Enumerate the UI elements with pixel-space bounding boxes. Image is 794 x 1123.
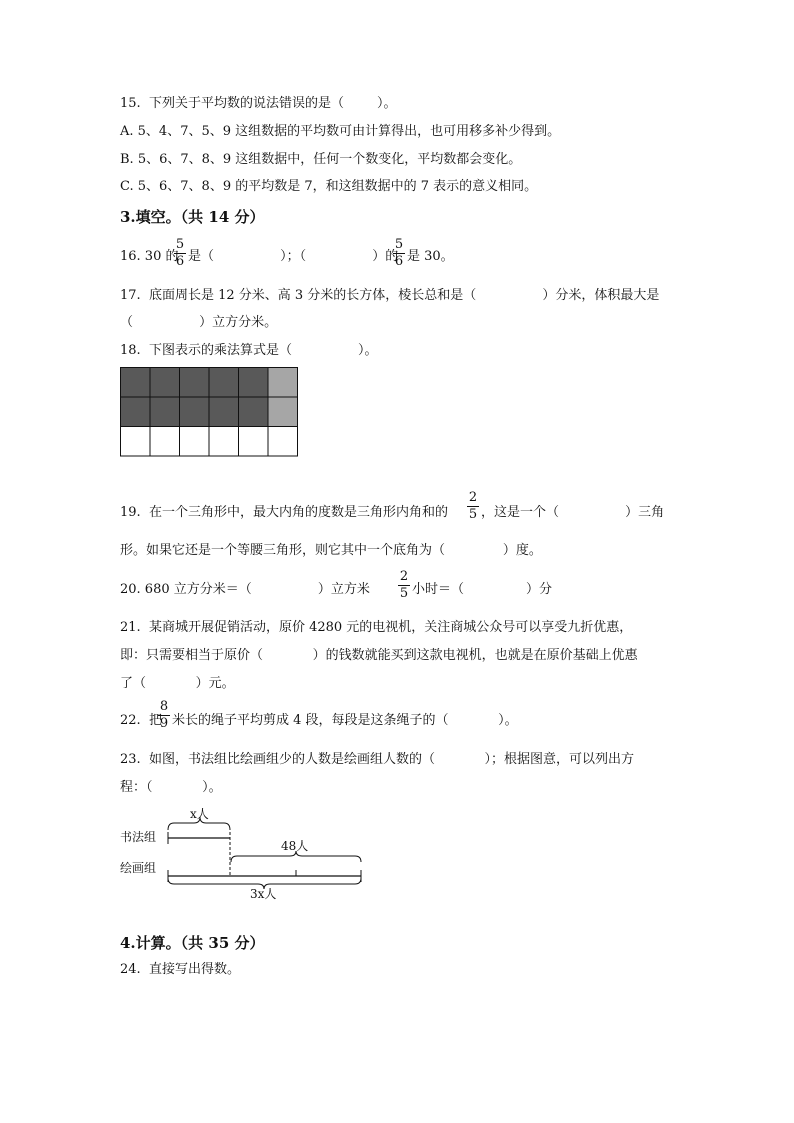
q19-line-2: 形。如果它还是一个等腰三角形，则它其中一个底角为（ ）度。 [120,543,542,558]
q18-stem: 18. 下图表示的乘法算式是（ ）。 [120,343,378,358]
q23-line-1: 23. 如图，书法组比绘画组少的人数是绘画组人数的（ ）；根据图意，可以列出方 [120,752,635,767]
grid-cell [239,427,269,457]
q22-text-b: 米长的绳子平均剪成 4 段，每段是这条绳子的（ ）。 [172,713,518,728]
grid-cell [268,368,298,398]
q21-line-2: 即：只需要相当于原价（ ）的钱数就能买到这款电视机，也就是在原价基础上优惠 [120,648,638,663]
q21-line-1: 21. 某商城开展促销活动，原价 4280 元的电视机，关注商城公众号可以享受九折优惠， [120,620,633,635]
grid-cell [268,397,298,427]
q16-text-a: 16. 30 的 [120,249,179,264]
label-calligraphy-group: 书法组 [120,830,157,844]
grid-cell [121,368,151,398]
grid-cell [180,397,210,427]
q15-option-c: C. 5、6、7、8、9 的平均数是 7，和这组数据中的 7 表示的意义相同。 [120,179,538,194]
q20-text-b: 小时＝（ ）分 [412,582,552,597]
q15-stem: 15. 下列关于平均数的说法错误的是（ ）。 [120,96,397,111]
q16-fraction-2: 5 6 [394,237,404,269]
label-48-people: 48人 [281,839,309,853]
q24-stem: 24. 直接写出得数。 [120,962,240,977]
q20-fraction: 2 5 [399,569,409,601]
label-painting-group: 绘画组 [120,861,157,875]
grid-cell [268,427,298,457]
grid-cell [209,397,239,427]
q17-line-2: （ ）立方分米。 [120,315,278,330]
label-3x-people: 3x人 [250,887,277,900]
q20-text-a: 20. 680 立方分米＝（ ）立方米 [120,582,370,597]
q19-text-a: 19. 在一个三角形中，最大内角的度数是三角形内角和的 [120,505,448,520]
grid-cell [239,368,269,398]
q15-option-a: A. 5、4、7、5、9 这组数据的平均数可由计算得出，也可用移多补少得到。 [120,124,561,139]
grid-cell [209,368,239,398]
line-segment-diagram [118,800,368,900]
multiplication-grid-figure [120,367,300,459]
q21-line-3: 了（ ）元。 [120,676,235,691]
grid-cell [180,368,210,398]
q15-option-b: B. 5、6、7、8、9 这组数据中，任何一个数变化，平均数都会变化。 [120,152,522,167]
q22-fraction: 8 9 [159,699,169,731]
grid-cell [209,427,239,457]
label-x-people: x人 [190,807,209,821]
q19-fraction: 2 5 [468,490,478,522]
q19-text-b: ，这是一个（ ）三角 [481,505,665,520]
q23-line-2: 程：（ ）。 [120,780,222,795]
q16-text-c: 是 30。 [407,249,454,264]
grid-cell [150,397,180,427]
grid-cell [121,427,151,457]
q16-fraction-1: 5 6 [175,237,185,269]
brace-48 [231,851,361,862]
grid-cell [180,427,210,457]
grid-cell [150,427,180,457]
q16-text-b: 是（ ）；（ ）的 [188,249,399,264]
section-3-heading: 3.填空。（共 14 分） [120,208,265,226]
grid-cell [239,397,269,427]
q22-text-a: 22. 把 [120,713,162,728]
q17-line-1: 17. 底面周长是 12 分米、高 3 分米的长方体，棱长总和是（ ）分米，体积最大是 [120,288,660,303]
grid-cell [121,397,151,427]
section-4-heading: 4.计算。（共 35 分） [120,934,265,952]
grid-cell [150,368,180,398]
